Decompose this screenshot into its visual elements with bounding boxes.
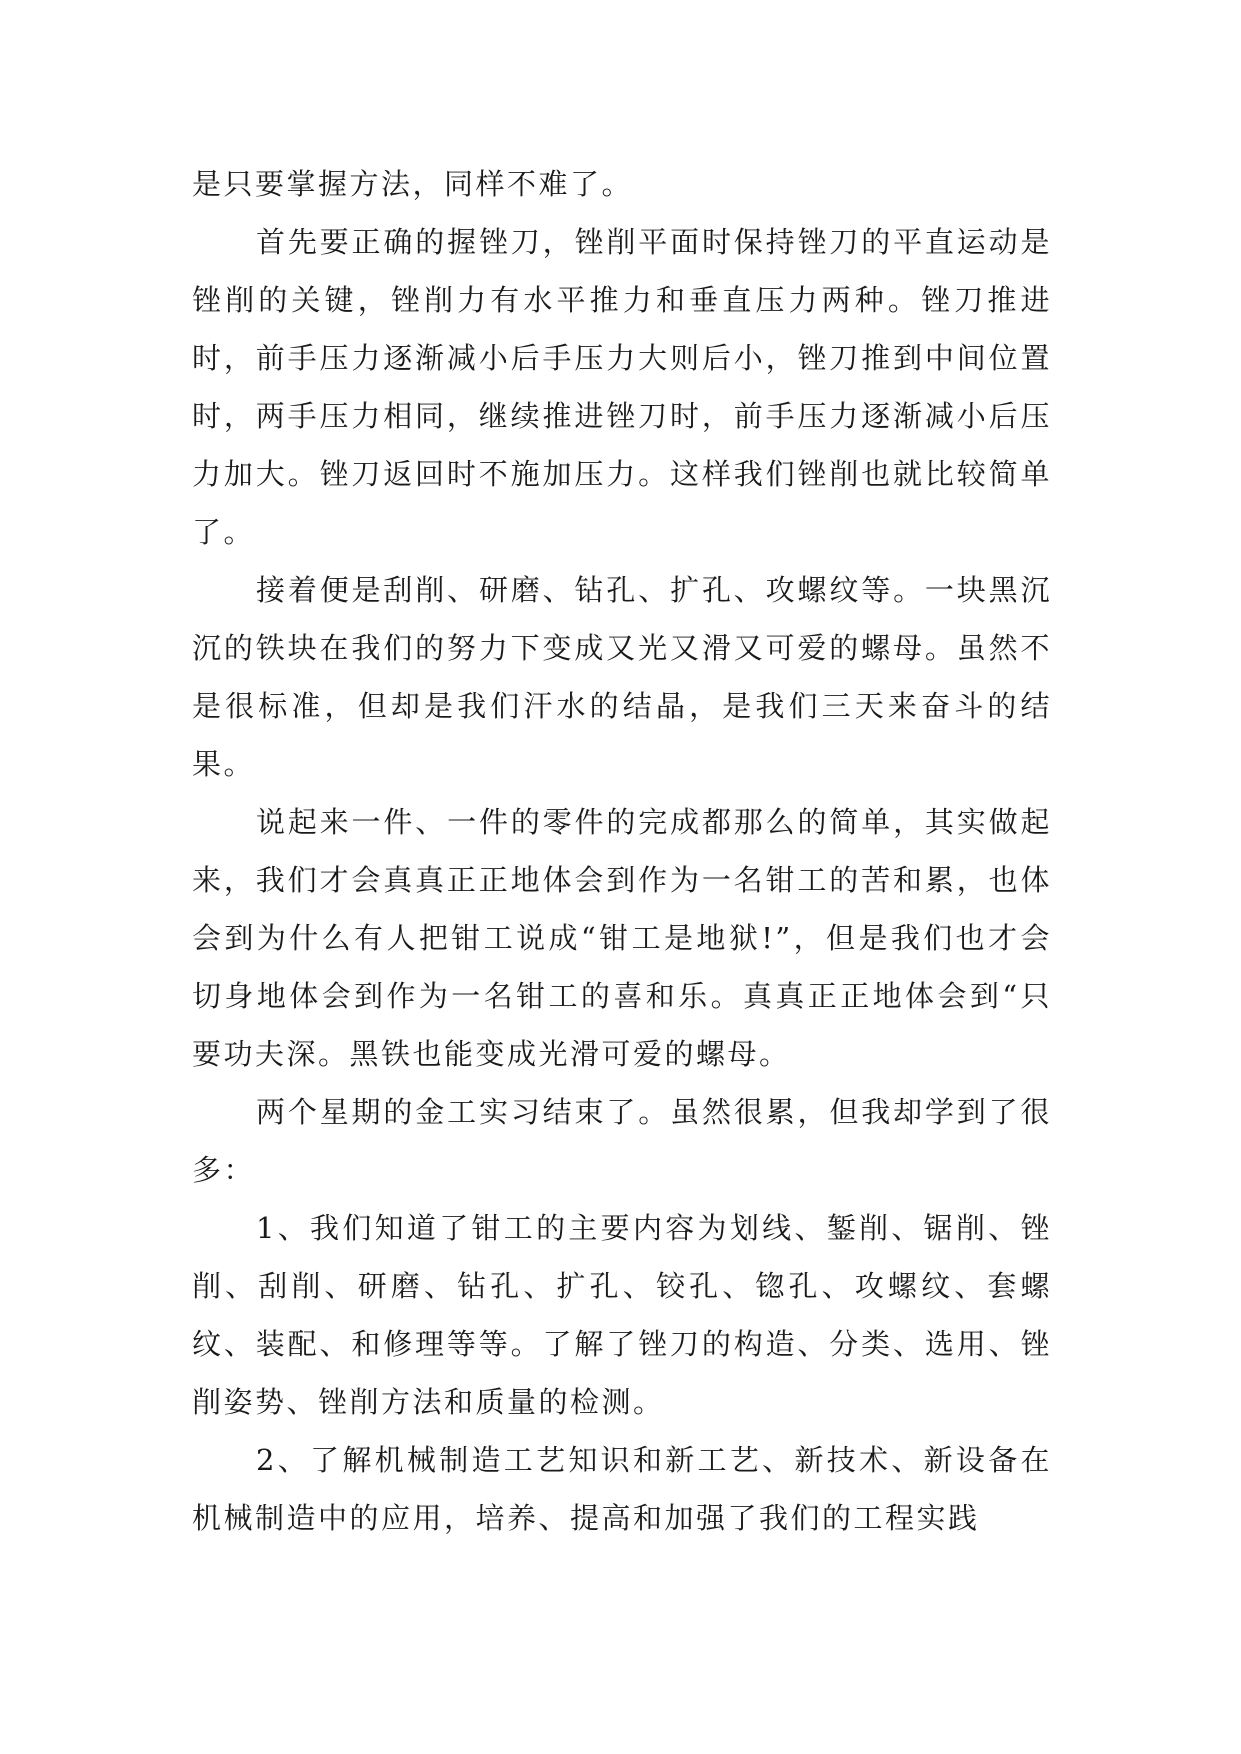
document-body — [192, 155, 1052, 1547]
paragraph-internship-end: 两个星期的金工实习结束了。虽然很累，但我却学到了很多： — [192, 1095, 1052, 1187]
paragraph-continuation: 是只要掌握方法，同样不难了。 — [192, 167, 634, 201]
paragraph-nut-making: 接着便是刮削、研磨、钻孔、扩孔、攻螺纹等。一块黑沉沉的铁块在我们的努力下变成又光又滑又可爱的螺母。虽然不是很标准，但却是我们汗水的结晶，是我们三天来奋斗的结果。 — [192, 573, 1052, 781]
paragraph-point-1: 1、我们知道了钳工的主要内容为划线、錾削、锯削、锉削、刮削、研磨、钻孔、扩孔、铰孔、锪孔、攻螺纹、套螺纹、装配、和修理等等。了解了锉刀的构造、分类、选用、锉削姿势、锉削方法和质量的检测。 — [192, 1211, 1052, 1419]
paragraph-point-2: 2、了解机械制造工艺知识和新工艺、新技术、新设备在机械制造中的应用，培养、提高和加强了我们的工程实践 — [192, 1443, 1052, 1535]
paragraph-fitter-experience: 说起来一件、一件的零件的完成都那么的简单，其实做起来，我们才会真真正正地体会到作为一名钳工的苦和累，也体会到为什么有人把钳工说成“钳工是地狱!”，但是我们也才会切身地体会到作为一名钳工的喜和乐。真真正正地体会到“只要功夫深。黑铁也能变成光滑可爱的螺母。 — [192, 805, 1052, 1071]
paragraph-filing-technique: 首先要正确的握锉刀，锉削平面时保持锉刀的平直运动是锉削的关键，锉削力有水平推力和垂直压力两种。锉刀推进时，前手压力逐渐减小后手压力大则后小，锉刀推到中间位置时，两手压力相同，继续推进锉刀时，前手压力逐渐减小后压力加大。锉刀返回时不施加压力。这样我们锉削也就比较简单了。 — [192, 225, 1052, 549]
